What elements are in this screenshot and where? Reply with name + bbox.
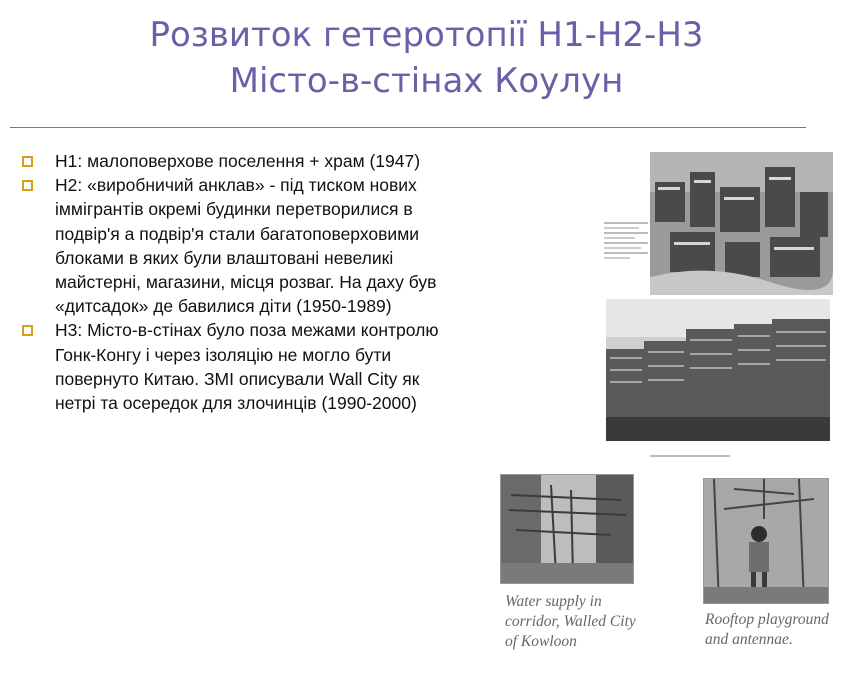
slide-title	[0, 12, 853, 104]
rooftop-caption: Rooftop playground and antennae.	[705, 611, 829, 648]
rooftop-image	[704, 479, 828, 603]
square-bullet-icon	[22, 156, 33, 167]
corridor-image	[501, 475, 633, 583]
aerial-city-image	[650, 152, 833, 295]
bullet-item-h3	[22, 318, 442, 415]
rooftop-photo	[703, 478, 829, 604]
book-margin-note	[604, 219, 648, 291]
square-bullet-icon	[22, 325, 33, 336]
bullet-list	[22, 149, 442, 415]
aerial-city-photo	[650, 152, 833, 295]
page-footer-strip	[650, 455, 730, 457]
bullet-item-h2	[22, 173, 442, 318]
bullet-text: Н2: «виробничий анклав» - під тиском нових іммігрантів окремі будинки перетворилися в подвір'я а подвір'я стали багатоповерховими блоками в яких були влаштовані невеликі майстерні, магазини, місця розваг. На даху був «дитсадок» де бавилися діти (1950-1989)	[55, 175, 437, 317]
bullet-item-h1	[22, 149, 442, 173]
title-divider	[10, 127, 806, 128]
title-line-1: Розвиток гетеротопії Н1-Н2-Н3	[149, 15, 704, 55]
tower-blocks-image	[606, 299, 830, 441]
bullet-text: Н1: малоповерхове поселення + храм (1947)	[55, 151, 421, 171]
bullet-text: Н3: Місто-в-стінах було поза межами контролю Гонк-Конгу і через ізоляцію не могло бути повернуто Китаю. ЗМІ описували Wall City як нетрі та осередок для злочинців (1990-2000)	[55, 320, 439, 414]
title-line-2: Місто-в-стінах Коулун	[229, 61, 624, 101]
square-bullet-icon	[22, 180, 33, 191]
water-supply-caption: Water supply in corridor, Walled City of Kowloon	[505, 593, 636, 650]
water-supply-photo	[500, 474, 634, 584]
tower-blocks-photo	[606, 299, 830, 441]
